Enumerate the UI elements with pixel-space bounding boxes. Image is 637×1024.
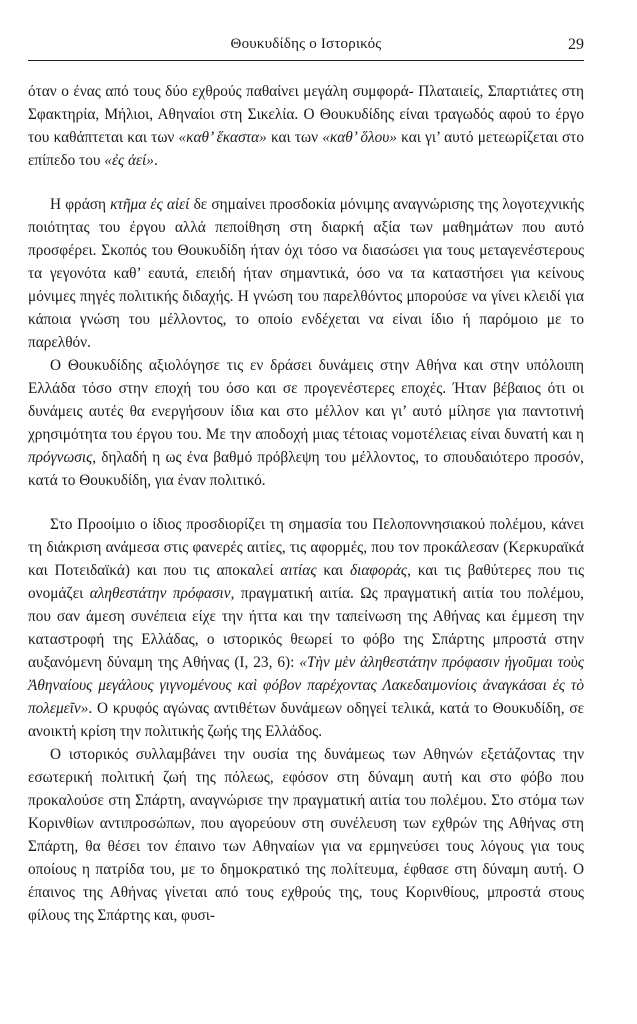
greek-term: αληθεστάτην πρόφασιν (89, 585, 231, 602)
page-body (28, 80, 584, 927)
text-run: Ο Θουκυδίδης αξιολόγησε τις εν δράσει δυνάμεις στην Αθήνα και στην υπόλοιπη Ελλάδα τόσο στην εποχή του όσο και σε προγενέστερες εποχές. Ήταν βέβαιος ότι οι δυνάμεις αυτές θα ενεργήσουν ίδια και στο μέλλον και γι’ αυτό μίλησε για παντοτινή χρησιμότητα του έργου του. Με την αποδοχή μιας τέτοιας νομοτέλειας είναι δυνατή και η (28, 357, 584, 443)
greek-quote: «καθ’ ὅλου» (322, 129, 397, 146)
greek-term: πρόγνωσις (28, 449, 93, 466)
text-run: Ο ιστορικός συλλαμβάνει την ουσία της δυνάμεως των Αθηνών εξετάζοντας την εσωτερική πολιτική ζωή της πόλεως, εφόσον στη δύναμη αυτή και στο φόβο που προκαλούσε στη Σπάρτη, αναγνώρισε την πραγματική αιτία του πολέμου. Στο στόμα των Κορινθίων αντιπροσώπων, που αγορεύουν στη συνέλευση των εχθρών της Αθήνας στη Σπάρτη, θα θέσει τον έπαινο των Αθηναίων για να ερμηνεύσει τους λόγους για τους οποίους η πατρίδα του, με το δημοκρατικό της πολίτευμα, έφθασε στη δύναμη αυτή. Ο έπαινος της Αθήνας γίνεται από τους εχθρούς της, τους Κορινθίους, μπροστά στους φίλους της Σπάρτης και, φυσι- (28, 746, 584, 924)
text-run: , και τις βαθύτερες που τις ονομάζει (28, 562, 585, 602)
header-rule (28, 60, 584, 61)
text-run: και των (266, 129, 323, 146)
text-run: Στο Προοίμιο ο ίδιος προσδιορίζει τη σημασία του Πελοποννησιακού πολέμου, κάνει τη διάκριση ανάμεσα στις φανερές αιτίες, τις αφορμές, που τον προκάλεσαν (Κερκυραϊκά και Ποτειδαϊκά) και που τις αποκαλεί (28, 516, 584, 579)
greek-quote: «Τὴν μὲν ἀληθεστάτην πρόφασιν ἡγοῦμαι τοὺς Ἀθηναίους μεγάλους γιγνομένους καὶ φόβον παρέχοντας Λακεδαιμονίοις ἀναγκάσαι ἐς τὸ πολεμεῖν» (28, 654, 584, 717)
text-run: και (316, 562, 351, 579)
paragraph-prooimio (28, 513, 584, 743)
page-number: 29 (568, 36, 584, 53)
greek-term: διαφοράς (350, 562, 408, 579)
text-run: δε σημαίνει προσδοκία μόνιμης αναγνώρισης της λογοτεχνικής ποιότητας του έργου αλλά πεποίθηση στη διαρκή αξία των μαθημάτων που αυτό προσφέρει. Σκοπός του Θουκυδίδη ήταν όχι τόσο να διασώσει για τους μεταγενέστερους τα γεγονότα καθ’ εαυτά, επειδή ήταν σημαντικά, όσο να τα καταστήσει για κείνους μόνιμες πηγές πολιτικής διδαχής. Η γνώση του παρελθόντος μπορούσε να γίνει κλειδί για κάποια γνώση του μέλλοντος, το οποίο ενδέχεται να είναι ίδιο ή παρόμοιο με το παρελθόν. (28, 196, 584, 351)
text-run: όταν ο ένας από τους δύο εχθρούς παθαίνει μεγάλη συμφορά- Πλαταιείς, Σπαρτιάτες στη Σφακτηρία, Μήλιοι, Αθηναίοι στη Σικελία. Ο Θουκυδίδης είναι τραγωδός αφού το έργο του καθάπτεται και των (28, 83, 584, 146)
text-run: , δηλαδή η ως ένα βαθμό πρόβλεψη του μέλλοντος, το σπουδαιότερο προσόν, κατά το Θουκυδίδη, για έναν πολιτικό. (28, 449, 584, 489)
paragraph-prognosis (28, 354, 584, 492)
text-run: . (153, 152, 158, 169)
running-header (28, 34, 584, 60)
paragraph-athens-power (28, 743, 584, 927)
greek-term: αιτίας (280, 562, 317, 579)
running-title: Θουκυδίδης ο Ιστορικός (230, 36, 382, 52)
paragraph-ktema (28, 193, 584, 354)
greek-quote: «καθ’ ἕκαστα» (178, 129, 267, 146)
text-run: . Ο κρυφός αγώνας αντιθέτων δυνάμεων οδηγεί τελικά, κατά το Θουκυδίδη, σε ανοικτή κρίση την πολιτικής ζωής της Ελλάδος. (28, 700, 584, 740)
text-run: , πραγματική αιτία. Ως πραγματική αιτία του πολέμου, που σαν άμεση συνέπεια είχε την ήττα και την ταπείνωση της Αθήνας και έμμεση την καταστροφή της Ελλάδας, ο ιστορικός θεωρεί το φόβο της Σπάρτης μπροστά στην αυξανόμενη δύναμη της Αθήνας (Ι, 23, 6): (28, 585, 584, 671)
greek-quote: «ἐς ἀεί» (104, 152, 154, 169)
paragraph-continuation (28, 80, 584, 172)
greek-phrase: κτῆμα ἐς αἰεί (110, 196, 190, 213)
text-run: Η φράση (50, 196, 111, 213)
text-run: και γι’ αυτό μετεωρίζεται στο επίπεδο του (28, 129, 584, 169)
